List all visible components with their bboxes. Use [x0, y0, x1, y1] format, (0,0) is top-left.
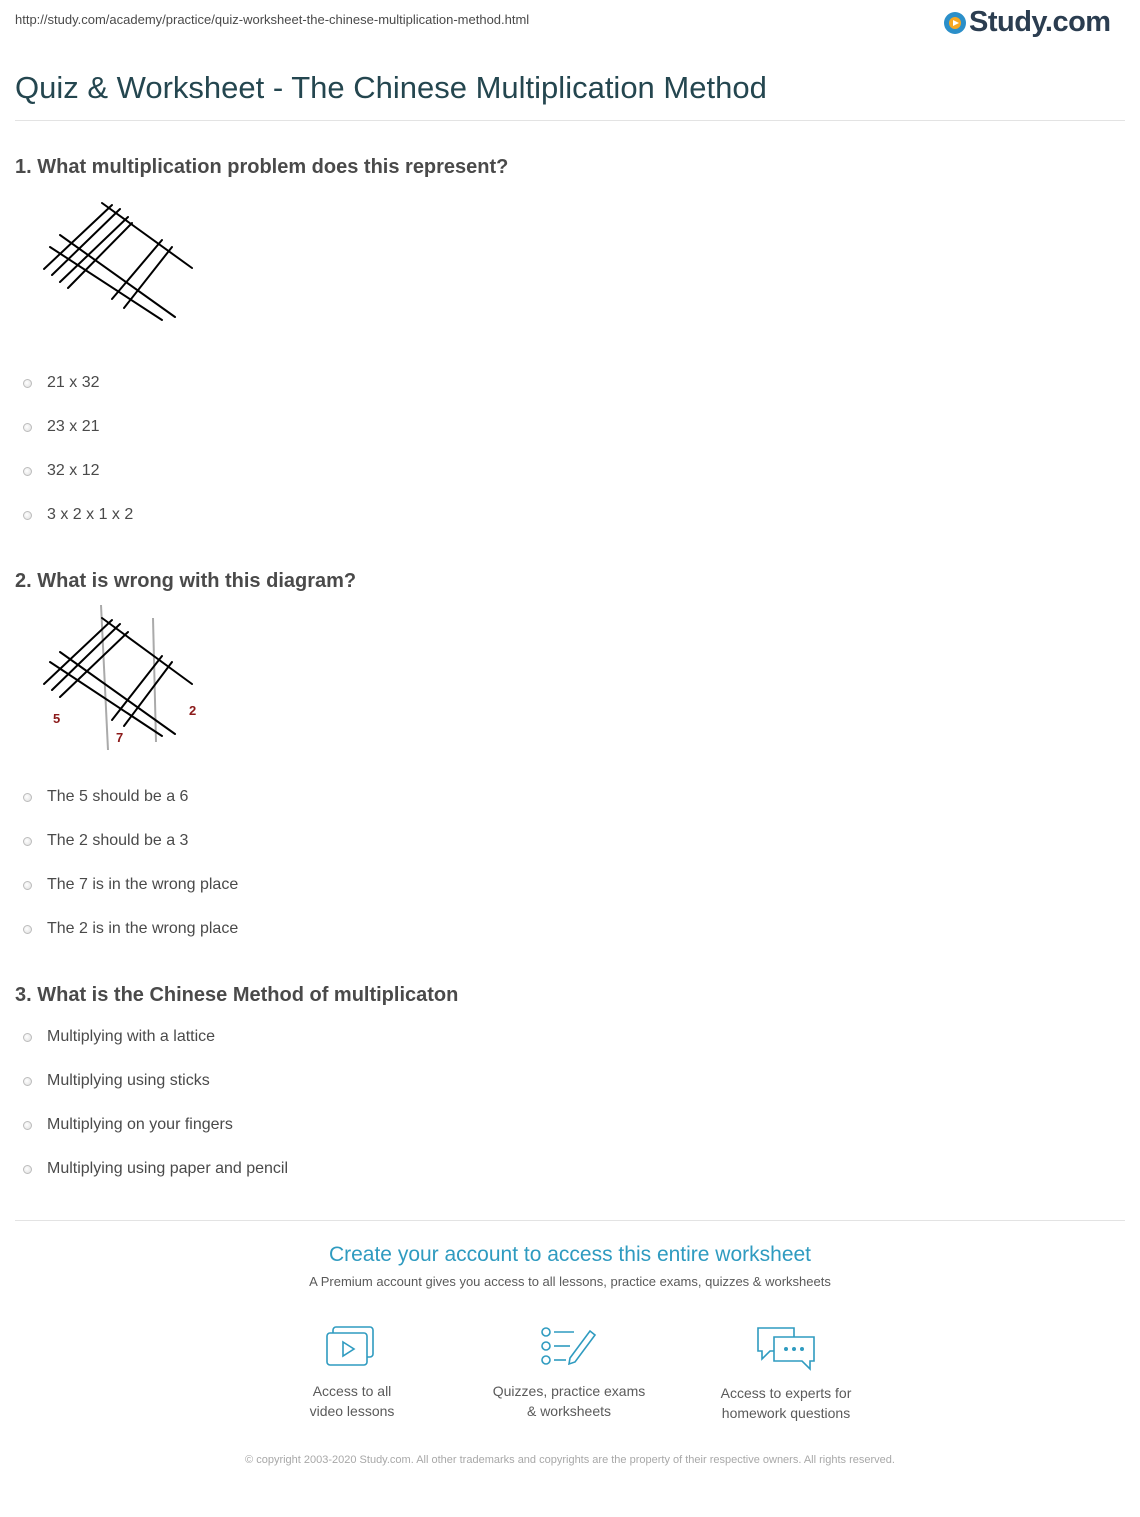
option-label: The 2 should be a 3 [47, 832, 189, 849]
diagram-label-5: 5 [53, 711, 61, 726]
radio-button[interactable] [23, 793, 32, 802]
video-lessons-icon [325, 1325, 379, 1369]
option-label: 23 x 21 [47, 418, 100, 435]
question-1-title: 1. What multiplication problem does this represent? [15, 156, 509, 178]
question-3-title: 3. What is the Chinese Method of multiplicaton [15, 984, 459, 1006]
option-label: 32 x 12 [47, 462, 100, 479]
diagram-label-2: 2 [189, 703, 197, 718]
option-label: Multiplying using paper and pencil [47, 1160, 289, 1177]
q2-option-2[interactable] [23, 832, 188, 850]
study-logo[interactable] [944, 6, 1111, 39]
title-divider [15, 120, 1125, 121]
option-label: Multiplying with a lattice [47, 1028, 216, 1045]
q3-option-1[interactable] [23, 1028, 215, 1046]
feature-label-line2: homework questions [721, 1405, 851, 1421]
q1-option-4[interactable] [23, 506, 133, 524]
q3-option-2[interactable] [23, 1072, 210, 1090]
radio-button[interactable] [23, 837, 32, 846]
expert-chat-icon [754, 1325, 818, 1371]
feature-label-line1: Access to all [312, 1383, 392, 1399]
feature-label-line1: Quizzes, practice exams [492, 1383, 646, 1399]
stick-diagram-2 [30, 600, 210, 755]
option-label: 21 x 32 [47, 374, 100, 391]
q2-option-3[interactable] [23, 876, 238, 894]
feature-video-lessons [252, 1325, 452, 1421]
diagram-label-7: 7 [116, 730, 124, 745]
q2-option-4[interactable] [23, 920, 238, 938]
cta-divider [15, 1220, 1125, 1221]
page-url: http://study.com/academy/practice/quiz-worksheet-the-chinese-multiplication-method.html [15, 12, 530, 27]
option-label: Multiplying on your fingers [47, 1116, 233, 1133]
radio-button[interactable] [23, 1165, 32, 1174]
radio-button[interactable] [23, 511, 32, 520]
option-label: The 2 is in the wrong place [47, 920, 239, 937]
q1-option-3[interactable] [23, 462, 99, 480]
q3-option-4[interactable] [23, 1160, 288, 1178]
radio-button[interactable] [23, 467, 32, 476]
q1-option-2[interactable] [23, 418, 99, 436]
question-2-title: 2. What is wrong with this diagram? [15, 570, 357, 592]
feature-experts [686, 1325, 886, 1423]
option-label: Multiplying using sticks [47, 1072, 210, 1089]
play-logo-icon [944, 12, 966, 34]
stick-diagram-1 [30, 195, 210, 330]
feature-quizzes [469, 1325, 669, 1421]
feature-label-line2: & worksheets [526, 1403, 612, 1419]
radio-button[interactable] [23, 1077, 32, 1086]
q3-option-3[interactable] [23, 1116, 233, 1134]
radio-button[interactable] [23, 1121, 32, 1130]
radio-button[interactable] [23, 881, 32, 890]
option-label: 3 x 2 x 1 x 2 [47, 506, 134, 523]
radio-button[interactable] [23, 925, 32, 934]
logo-text: Study.com [969, 6, 1111, 38]
q1-option-1[interactable] [23, 374, 99, 392]
radio-button[interactable] [23, 423, 32, 432]
radio-button[interactable] [23, 379, 32, 388]
radio-button[interactable] [23, 1033, 32, 1042]
option-label: The 5 should be a 6 [47, 788, 189, 805]
cta-subtitle: A Premium account gives you access to all lessons, practice exams, quizzes & worksheets [309, 1274, 831, 1289]
feature-label-line2: video lessons [309, 1403, 395, 1419]
option-label: The 7 is in the wrong place [47, 876, 239, 893]
page-title: Quiz & Worksheet - The Chinese Multiplication Method [15, 70, 767, 105]
quiz-checklist-icon [540, 1325, 598, 1369]
q2-option-1[interactable] [23, 788, 188, 806]
cta-title[interactable]: Create your account to access this entire worksheet [328, 1243, 812, 1266]
feature-label-line1: Access to experts for [720, 1385, 852, 1401]
copyright-notice: © copyright 2003-2020 Study.com. All other trademarks and copyrights are the property of their respective owners. All rights reserved. [245, 1454, 895, 1466]
